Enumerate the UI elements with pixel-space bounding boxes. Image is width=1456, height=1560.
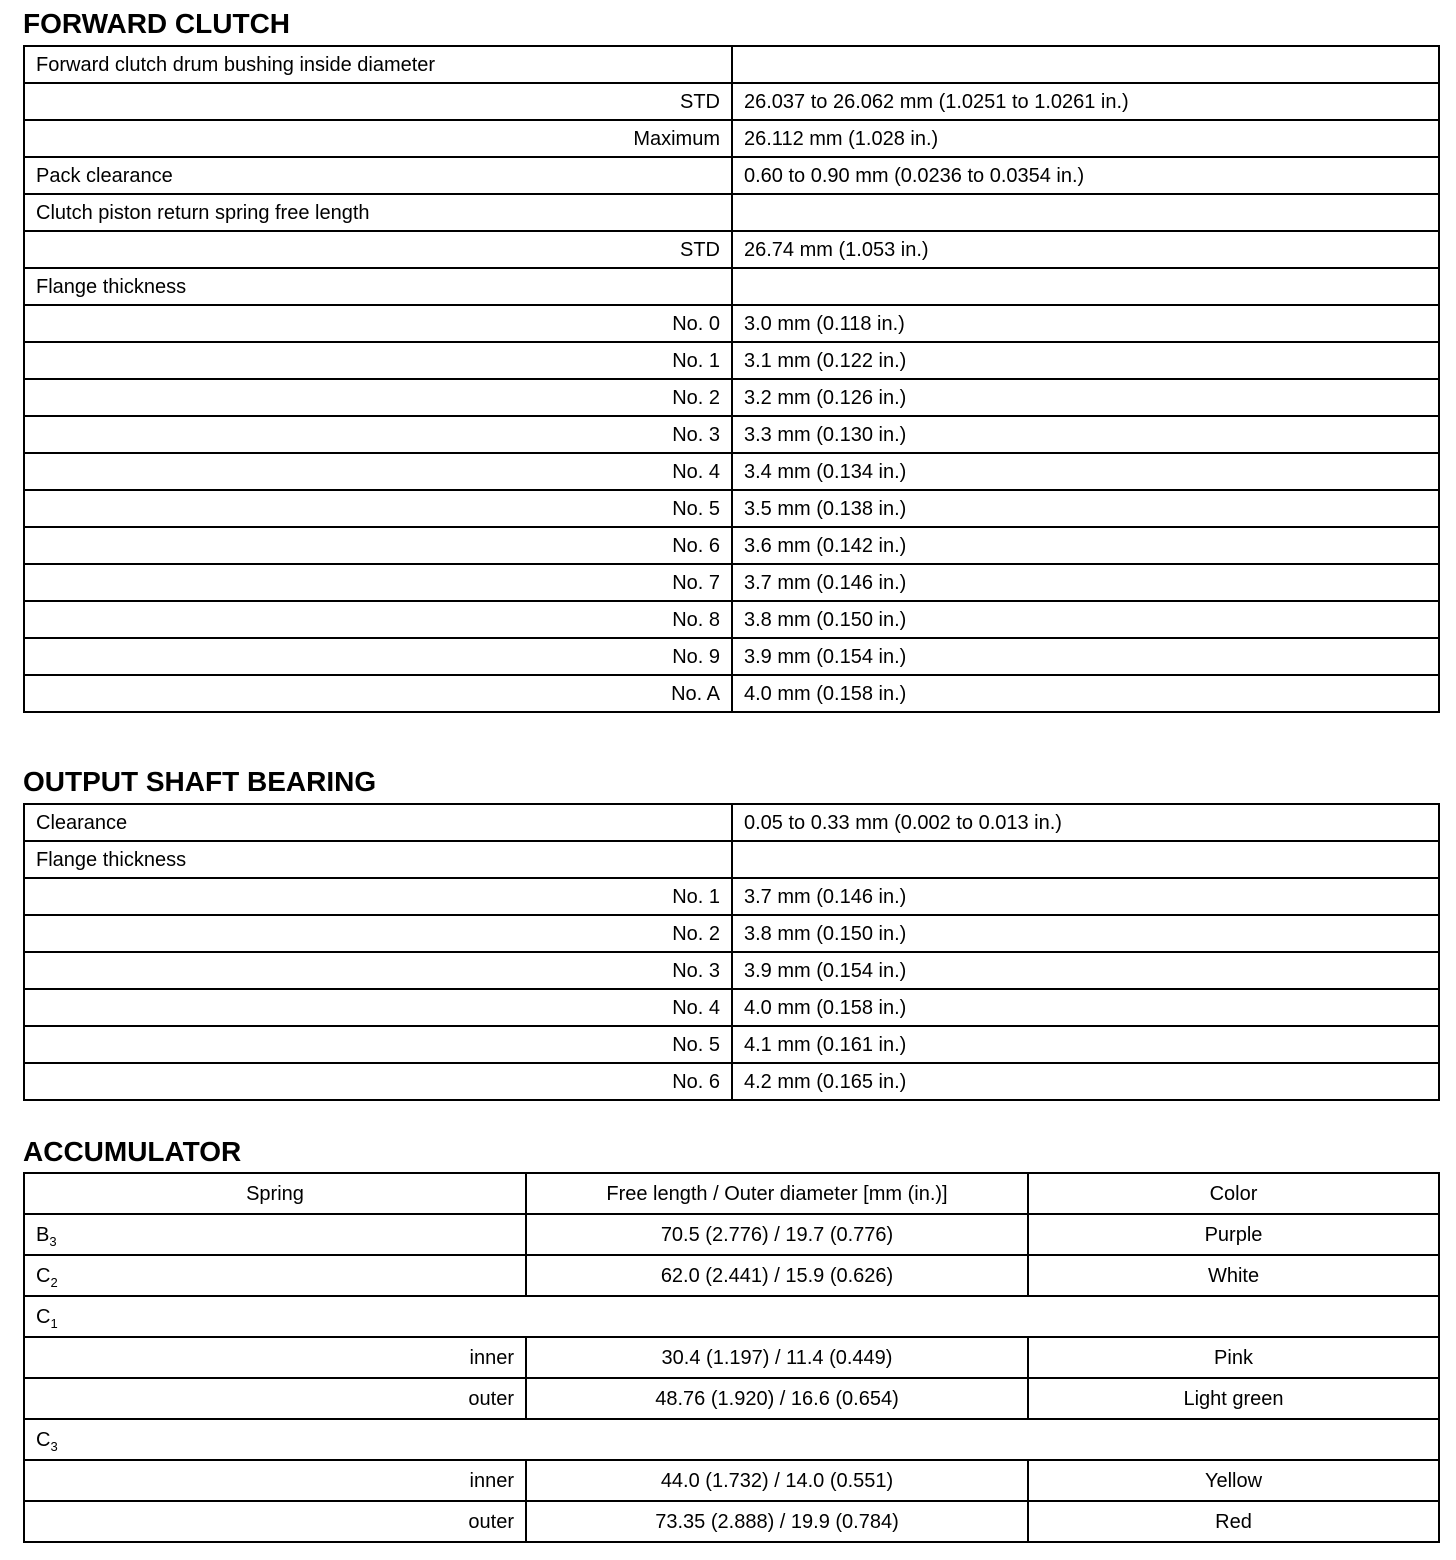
spec-label: No. 4 bbox=[24, 453, 732, 490]
table-row bbox=[24, 989, 1439, 1026]
spec-label: No. 2 bbox=[24, 379, 732, 416]
table-row bbox=[24, 416, 1439, 453]
table-row bbox=[24, 1255, 1439, 1296]
spec-value bbox=[732, 841, 1439, 878]
table-row bbox=[24, 194, 1439, 231]
table-row bbox=[24, 1419, 1439, 1460]
table-row bbox=[24, 804, 1439, 841]
spec-value: 3.9 mm (0.154 in.) bbox=[732, 952, 1439, 989]
spring-dimensions: 30.4 (1.197) / 11.4 (0.449) bbox=[526, 1337, 1028, 1378]
table-row bbox=[24, 841, 1439, 878]
spring-name bbox=[24, 1255, 526, 1296]
table-row bbox=[24, 1063, 1439, 1100]
spec-value: 26.112 mm (1.028 in.) bbox=[732, 120, 1439, 157]
spring-dimensions: 48.76 (1.920) / 16.6 (0.654) bbox=[526, 1378, 1028, 1419]
spec-label: STD bbox=[24, 83, 732, 120]
spec-value: 4.0 mm (0.158 in.) bbox=[732, 989, 1439, 1026]
spring-color: Light green bbox=[1028, 1378, 1439, 1419]
table-row bbox=[24, 120, 1439, 157]
table-row bbox=[24, 305, 1439, 342]
spring-subscript: 2 bbox=[50, 1274, 58, 1290]
spec-label: Forward clutch drum bushing inside diameter bbox=[24, 46, 732, 83]
spec-value: 3.7 mm (0.146 in.) bbox=[732, 878, 1439, 915]
spec-value: 26.74 mm (1.053 in.) bbox=[732, 231, 1439, 268]
spec-label: STD bbox=[24, 231, 732, 268]
spec-label: Pack clearance bbox=[24, 157, 732, 194]
spec-label: No. 8 bbox=[24, 601, 732, 638]
spec-value: 3.8 mm (0.150 in.) bbox=[732, 915, 1439, 952]
spec-value: 0.05 to 0.33 mm (0.002 to 0.013 in.) bbox=[732, 804, 1439, 841]
table-row bbox=[24, 231, 1439, 268]
table-row bbox=[24, 83, 1439, 120]
output-shaft-bearing-table bbox=[23, 803, 1440, 1101]
table-row bbox=[24, 342, 1439, 379]
spring-part-label: inner bbox=[24, 1337, 526, 1378]
table-row bbox=[24, 675, 1439, 712]
spring-part-label: outer bbox=[24, 1501, 526, 1542]
spring-part-label: outer bbox=[24, 1378, 526, 1419]
spring-dimensions: 70.5 (2.776) / 19.7 (0.776) bbox=[526, 1214, 1028, 1255]
spring-name bbox=[24, 1419, 1439, 1460]
spec-label: No. 5 bbox=[24, 1026, 732, 1063]
spring-letter: C bbox=[36, 1264, 51, 1287]
spec-value: 3.6 mm (0.142 in.) bbox=[732, 527, 1439, 564]
spec-value: 3.0 mm (0.118 in.) bbox=[732, 305, 1439, 342]
spec-value bbox=[732, 194, 1439, 231]
spring-letter: C bbox=[36, 1305, 51, 1328]
spring-dimensions: 73.35 (2.888) / 19.9 (0.784) bbox=[526, 1501, 1028, 1542]
output-shaft-bearing-title: OUTPUT SHAFT BEARING bbox=[23, 766, 377, 797]
table-row bbox=[24, 915, 1439, 952]
spring-subscript: 1 bbox=[50, 1315, 58, 1331]
table-row bbox=[24, 453, 1439, 490]
table-row bbox=[24, 952, 1439, 989]
spec-label: Clearance bbox=[24, 804, 732, 841]
spec-value: 0.60 to 0.90 mm (0.0236 to 0.0354 in.) bbox=[732, 157, 1439, 194]
accumulator-table bbox=[23, 1172, 1440, 1543]
spec-label: Flange thickness bbox=[24, 841, 732, 878]
spec-label: No. 6 bbox=[24, 527, 732, 564]
spring-name bbox=[24, 1214, 526, 1255]
spec-value: 4.2 mm (0.165 in.) bbox=[732, 1063, 1439, 1100]
table-row bbox=[24, 1501, 1439, 1542]
table-row bbox=[24, 46, 1439, 83]
spring-color: Yellow bbox=[1028, 1460, 1439, 1501]
table-row bbox=[24, 379, 1439, 416]
header-spring: Spring bbox=[24, 1173, 526, 1214]
table-row bbox=[24, 1337, 1439, 1378]
spec-label: No. 2 bbox=[24, 915, 732, 952]
table-row bbox=[24, 601, 1439, 638]
spec-label: No. 3 bbox=[24, 952, 732, 989]
spec-value: 3.1 mm (0.122 in.) bbox=[732, 342, 1439, 379]
forward-clutch-table bbox=[23, 45, 1440, 713]
spec-label: Clutch piston return spring free length bbox=[24, 194, 732, 231]
spec-label: Flange thickness bbox=[24, 268, 732, 305]
spec-value: 3.4 mm (0.134 in.) bbox=[732, 453, 1439, 490]
spec-value bbox=[732, 268, 1439, 305]
spec-label: No. 3 bbox=[24, 416, 732, 453]
spec-value: 4.0 mm (0.158 in.) bbox=[732, 675, 1439, 712]
spec-label: No. 1 bbox=[24, 342, 732, 379]
table-row bbox=[24, 157, 1439, 194]
table-row bbox=[24, 1026, 1439, 1063]
spring-color: Pink bbox=[1028, 1337, 1439, 1378]
header-free-length: Free length / Outer diameter [mm (in.)] bbox=[526, 1173, 1028, 1214]
spring-dimensions: 62.0 (2.441) / 15.9 (0.626) bbox=[526, 1255, 1028, 1296]
spec-value bbox=[732, 46, 1439, 83]
spring-dimensions: 44.0 (1.732) / 14.0 (0.551) bbox=[526, 1460, 1028, 1501]
spring-color: Red bbox=[1028, 1501, 1439, 1542]
spec-value: 3.2 mm (0.126 in.) bbox=[732, 379, 1439, 416]
spec-label: No. 5 bbox=[24, 490, 732, 527]
spec-label: No. 7 bbox=[24, 564, 732, 601]
forward-clutch-title: FORWARD CLUTCH bbox=[23, 8, 291, 39]
spec-value: 3.8 mm (0.150 in.) bbox=[732, 601, 1439, 638]
table-row bbox=[24, 490, 1439, 527]
spec-value: 3.9 mm (0.154 in.) bbox=[732, 638, 1439, 675]
spec-value: 4.1 mm (0.161 in.) bbox=[732, 1026, 1439, 1063]
spec-label: No. 0 bbox=[24, 305, 732, 342]
table-row bbox=[24, 878, 1439, 915]
spec-value: 3.5 mm (0.138 in.) bbox=[732, 490, 1439, 527]
spring-letter: B bbox=[36, 1223, 50, 1246]
table-row bbox=[24, 1214, 1439, 1255]
spec-label: Maximum bbox=[24, 120, 732, 157]
accumulator-header-row bbox=[24, 1173, 1439, 1214]
spring-color: Purple bbox=[1028, 1214, 1439, 1255]
spec-label: No. 4 bbox=[24, 989, 732, 1026]
spec-label: No. 6 bbox=[24, 1063, 732, 1100]
spring-color: White bbox=[1028, 1255, 1439, 1296]
spec-value: 3.3 mm (0.130 in.) bbox=[732, 416, 1439, 453]
spec-value: 3.7 mm (0.146 in.) bbox=[732, 564, 1439, 601]
spring-name bbox=[24, 1296, 1439, 1337]
table-row bbox=[24, 268, 1439, 305]
spring-subscript: 3 bbox=[49, 1233, 57, 1249]
table-row bbox=[24, 564, 1439, 601]
table-row bbox=[24, 638, 1439, 675]
spring-subscript: 3 bbox=[50, 1438, 58, 1454]
spec-value: 26.037 to 26.062 mm (1.0251 to 1.0261 in.) bbox=[732, 83, 1439, 120]
table-row bbox=[24, 1296, 1439, 1337]
table-row bbox=[24, 527, 1439, 564]
spec-label: No. 1 bbox=[24, 878, 732, 915]
header-color: Color bbox=[1028, 1173, 1439, 1214]
accumulator-title: ACCUMULATOR bbox=[23, 1136, 242, 1167]
spring-part-label: inner bbox=[24, 1460, 526, 1501]
spring-letter: C bbox=[36, 1428, 51, 1451]
spec-label: No. 9 bbox=[24, 638, 732, 675]
table-row bbox=[24, 1378, 1439, 1419]
spec-label: No. A bbox=[24, 675, 732, 712]
table-row bbox=[24, 1460, 1439, 1501]
